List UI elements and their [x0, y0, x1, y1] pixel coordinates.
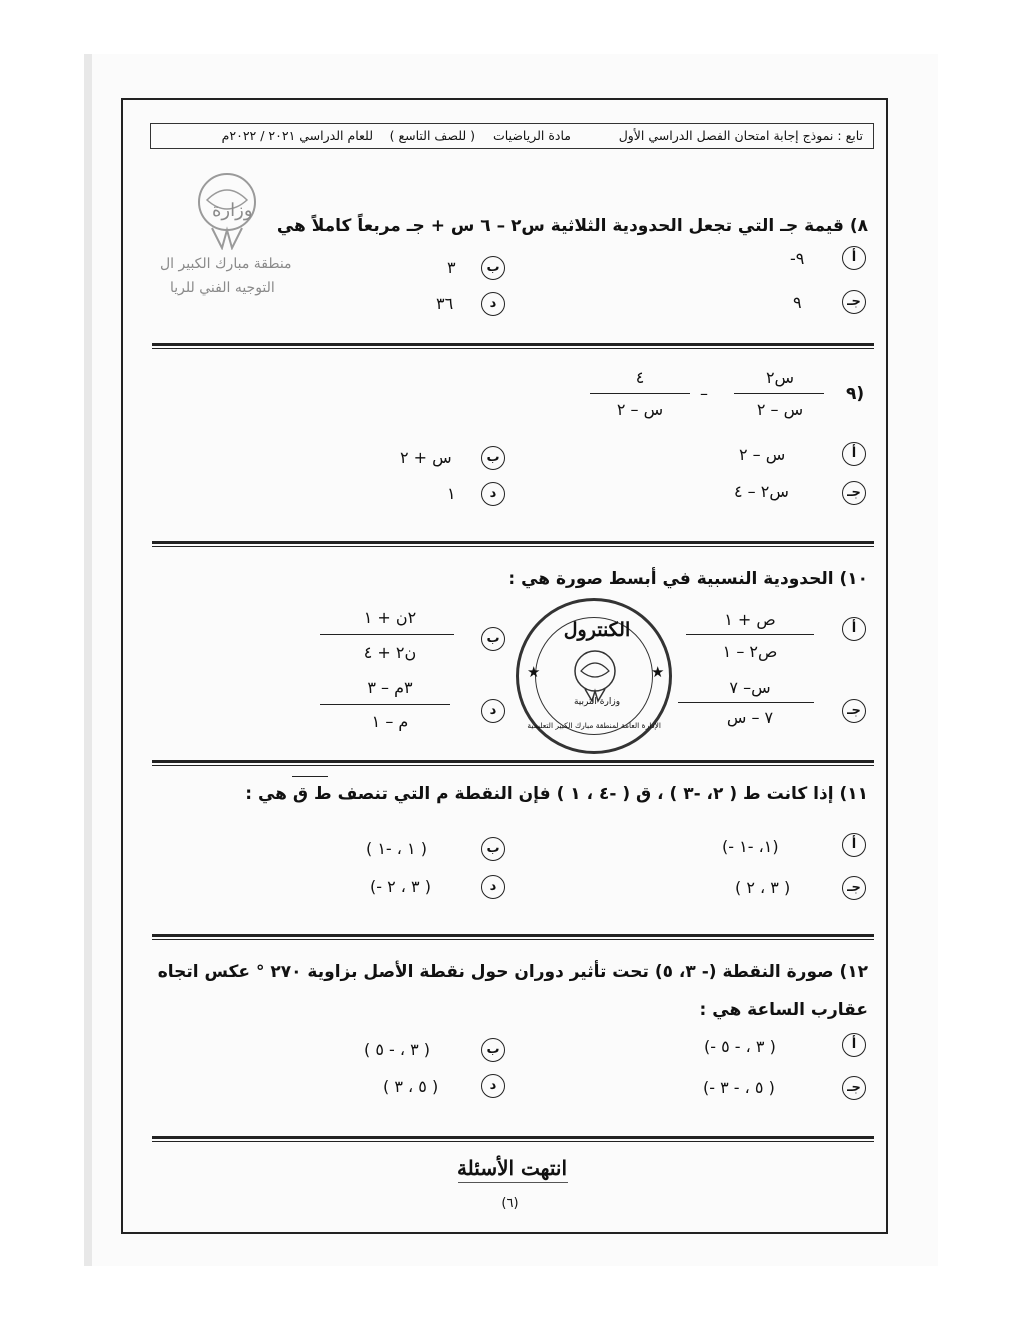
exam-header — [150, 123, 874, 149]
header-grade: ( للصف التاسع ) — [389, 128, 475, 143]
q8-option-a: -٩ — [790, 249, 805, 268]
q9-fraction-bar-1 — [734, 393, 824, 394]
q11-segment-overline — [292, 776, 328, 777]
q10-option-d-bar — [320, 704, 450, 705]
q9-denominator-1: س – ٢ — [756, 400, 804, 419]
q12-option-c-mark[interactable]: جـ — [842, 1076, 866, 1100]
control-stamp — [516, 598, 672, 754]
q10-option-d-mark[interactable]: د — [481, 699, 505, 723]
q12-option-d: ( ٥ ، ٣ ) — [383, 1077, 439, 1096]
q12-option-b: ( ٣ ، - ٥ ) — [364, 1040, 431, 1059]
q8-option-d-mark[interactable]: د — [481, 292, 505, 316]
q8-option-b-mark[interactable]: ب — [481, 256, 505, 280]
logo-line1: وزارة — [212, 200, 253, 221]
q8-option-c-mark[interactable]: جـ — [842, 290, 866, 314]
q10-option-a-numerator: ص + ١ — [724, 610, 776, 629]
q10-option-a-denominator: ص٢ – ١ — [722, 642, 778, 661]
q12-option-a-mark[interactable]: أ — [842, 1033, 866, 1057]
q8-option-b: ٣ — [447, 258, 456, 277]
separator-5 — [152, 1136, 874, 1139]
stamp-top-text: الكنترول — [563, 619, 631, 641]
q12-option-b-mark[interactable]: ب — [481, 1038, 505, 1062]
stamp-inner-text: وزارة التربية — [573, 697, 621, 707]
q12-option-a: (- ٣ ، - ٥ ) — [704, 1037, 776, 1056]
q12-text-line1: ١٢) صورة النقطة (- ٣، ٥) تحت تأثير دوران حول نقطة الأصل بزاوية ٢٧٠ ° عكس اتجاه — [157, 962, 868, 982]
q9-option-c: س٢ – ٤ — [734, 482, 789, 501]
q10-option-a-mark[interactable]: أ — [842, 617, 866, 641]
stamp-bottom-text: الإدارة العامة لمنطقة مبارك الكبير التعليمية — [527, 721, 661, 730]
q11-option-b-mark[interactable]: ب — [481, 837, 505, 861]
q8-option-d: ٣٦ — [436, 294, 454, 313]
q9-option-c-mark[interactable]: جـ — [842, 481, 866, 505]
q11-option-d: (- ٣ ، ٢ ) — [370, 877, 431, 896]
page-number: (٦) — [501, 1196, 519, 1211]
q10-option-b-numerator: ٢ن + ١ — [363, 608, 417, 627]
q9-option-b: س + ٢ — [400, 448, 452, 467]
q11-option-a: (- ١، -١) — [722, 837, 779, 856]
q11-option-a-mark[interactable]: أ — [842, 833, 866, 857]
q10-text: ١٠) الحدودية النسبية في أبسط صورة هي : — [508, 569, 868, 589]
q9-fraction-bar-2 — [590, 393, 690, 394]
q9-numerator-2: ٤ — [635, 368, 645, 387]
q10-option-d-denominator: م – ١ — [371, 712, 409, 731]
q9-option-d-mark[interactable]: د — [481, 482, 505, 506]
q10-option-a-bar — [686, 634, 814, 635]
footer-underline — [458, 1182, 568, 1183]
header-title: تابع : نموذج إجابة امتحان الفصل الدراسي الأول — [618, 128, 863, 143]
separator-3 — [152, 760, 874, 763]
q9-option-a: س – ٢ — [739, 445, 786, 464]
header-year: للعام الدراسي ٢٠٢١ / ٢٠٢٢م — [221, 128, 373, 143]
header-subject: مادة الرياضيات — [492, 128, 571, 143]
q9-denominator-2: س – ٢ — [616, 400, 664, 419]
q11-option-d-mark[interactable]: د — [481, 875, 505, 899]
q9-minus: – — [700, 384, 708, 403]
q9-option-a-mark[interactable]: أ — [842, 442, 866, 466]
q12-option-c: (- ٥ ، - ٣ ) — [703, 1078, 775, 1097]
separator-2 — [152, 541, 874, 544]
stamp-star-right-icon: ★ — [651, 663, 665, 681]
q10-option-c-bar — [678, 702, 814, 703]
q10-option-c-denominator: ٧ – س — [726, 708, 774, 727]
separator-1 — [152, 343, 874, 346]
q10-option-b-bar — [320, 634, 454, 635]
q12-text-line2: عقارب الساعة هي : — [699, 1000, 868, 1020]
ministry-logo — [160, 170, 292, 310]
q9-number: ٩) — [846, 384, 865, 404]
q9-option-b-mark[interactable]: ب — [481, 446, 505, 470]
q8-option-c: ٩ — [793, 293, 802, 312]
q10-option-b-denominator: ن٢ + ٤ — [363, 643, 417, 662]
q11-option-b: ( ١ ، -١ ) — [366, 839, 427, 858]
q11-option-c: ( ٣ ، ٢ ) — [735, 878, 791, 897]
footer-end-of-questions: انتهت الأسئلة — [456, 1156, 568, 1180]
q11-option-c-mark[interactable]: جـ — [842, 876, 866, 900]
q11-text: ١١) إذا كانت ط ( ٢، -٣ ) ، ق ( -٤ ، ١ ) فإن النقطة م التي تنصف ط ق هي : — [245, 784, 868, 804]
q10-option-d-numerator: ٣م – ٣ — [367, 678, 413, 697]
q10-option-c-numerator: س– ٧ — [729, 678, 771, 697]
logo-line2: منطقة مبارك الكبير ال — [160, 256, 292, 272]
q9-numerator-1: س٢ — [765, 368, 795, 387]
q12-option-d-mark[interactable]: د — [481, 1074, 505, 1098]
q10-option-c-mark[interactable]: جـ — [842, 699, 866, 723]
q8-text: ٨) قيمة جـ التي تجعل الحدودية الثلاثية س٢ – ٦ س + جـ مربعاً كاملاً هي — [276, 216, 868, 236]
separator-4 — [152, 934, 874, 937]
stamp-emblem-icon — [565, 647, 625, 703]
q9-option-d: ١ — [447, 484, 456, 503]
q10-option-b-mark[interactable]: ب — [481, 627, 505, 651]
photo-background-right — [938, 54, 1020, 1266]
q8-option-a-mark[interactable]: أ — [842, 246, 866, 270]
stamp-star-left-icon: ★ — [527, 663, 541, 681]
logo-line3: التوجيه الفني للريا — [170, 280, 275, 296]
